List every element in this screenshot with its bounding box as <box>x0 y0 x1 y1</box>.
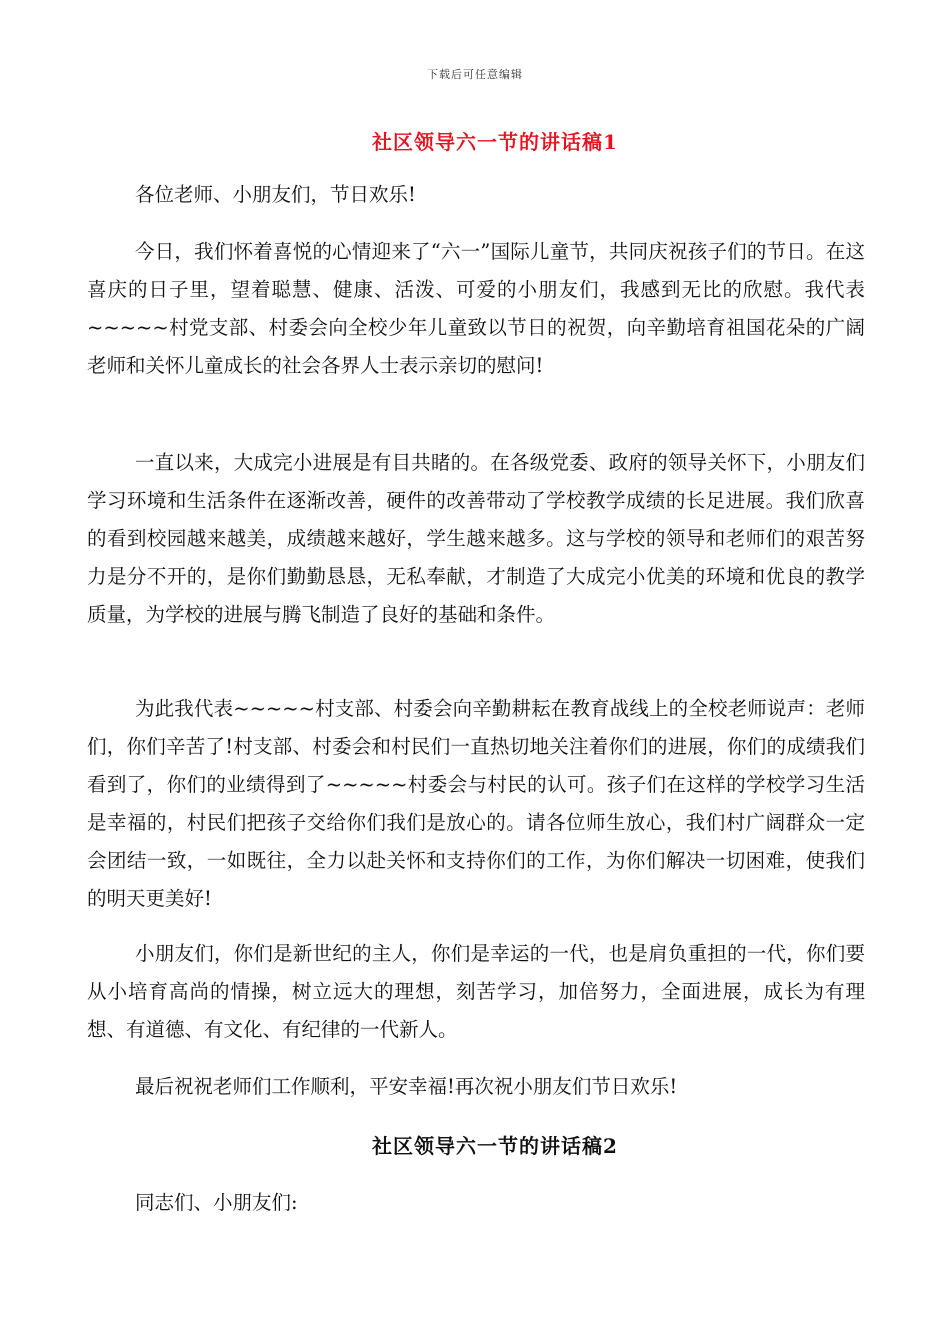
speech-1-paragraph-thanks-teachers: 为此我代表~~~~~村支部、村委会向辛勤耕耘在教育战线上的全校老师说声：老师们，你们辛苦了!村支部、村委会和村民们一直热切地关注着你们的进展，你们的成绩我们看到了，你们的业绩得到了~~~~~村委会与村民的认可。孩子们在这样的学校学习生活是幸福的，村民们把孩子交给你们我们是放心的。请各位师生放心，我们村广阔群众一定会团结一致，一如既往，全力以赴关怀和支持你们的工作，为你们解决一切困难，使我们的明天更美好! <box>87 697 865 910</box>
header-note: 下载后可任意编辑 <box>427 68 523 81</box>
speech-1-paragraph-children-message: 小朋友们，你们是新世纪的主人，你们是幸运的一代，也是肩负重担的一代，你们要从小培育高尚的情操，树立远大的理想，刻苦学习，加倍努力，全面进展，成长为有理想、有道德、有文化、有纪律的一代新人。 <box>87 942 865 1041</box>
speech-2-title: 社区领导六一节的讲话稿2 <box>372 1134 618 1158</box>
speech-1-paragraph-school-progress: 一直以来，大成完小进展是有目共睹的。在各级党委、政府的领导关怀下，小朋友们学习环境和生活条件在逐渐改善，硬件的改善带动了学校教学成绩的长足进展。我们欣喜的看到校园越来越美，成绩越来越好，学生越来越多。这与学校的领导和老师们的艰苦努力是分不开的，是你们勤勤恳恳，无私奉献，才制造了大成完小优美的环境和优良的教学质量，为学校的进展与腾飞制造了良好的基础和条件。 <box>87 451 865 626</box>
speech-2-paragraph-greeting: 同志们、小朋友们: <box>135 1191 298 1214</box>
speech-1-paragraph-closing: 最后祝祝老师们工作顺利，平安幸福!再次祝小朋友们节日欢乐! <box>135 1075 678 1098</box>
speech-1-title: 社区领导六一节的讲话稿1 <box>372 130 618 154</box>
speech-1-paragraph-congratulations: 今日，我们怀着喜悦的心情迎来了“六一”国际儿童节，共同庆祝孩子们的节日。在这喜庆的日子里，望着聪慧、健康、活泼、可爱的小朋友们，我感到无比的欣慰。我代表~~~~~村党支部、村委会向全校少年儿童致以节日的祝贺，向辛勤培育祖国花朵的广阔老师和关怀儿童成长的社会各界人士表示亲切的慰问! <box>87 240 865 377</box>
speech-1-paragraph-greeting: 各位老师、小朋友们，节日欢乐! <box>135 183 416 206</box>
